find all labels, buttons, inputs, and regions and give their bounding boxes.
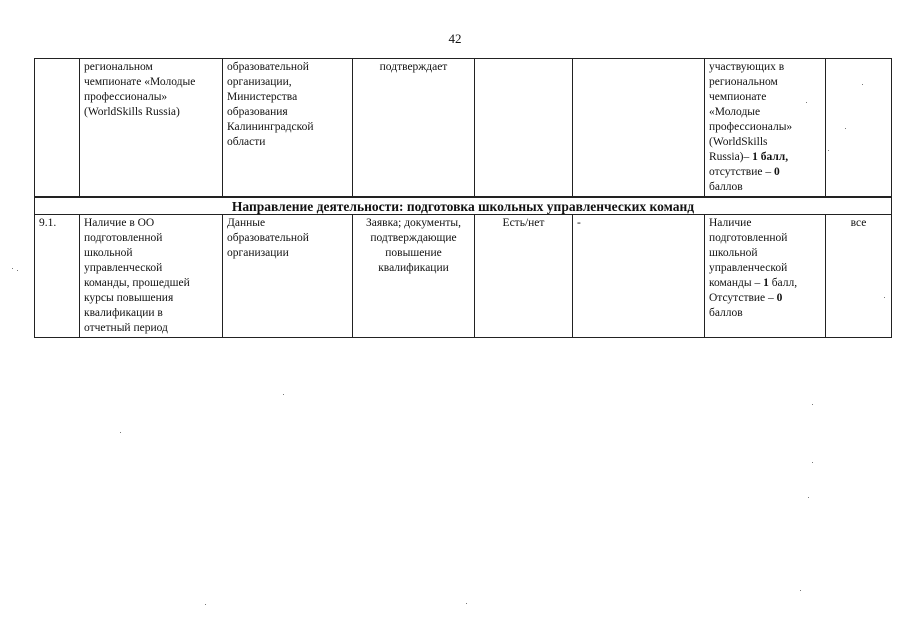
- scan-speck: [17, 270, 18, 271]
- scan-speck: [800, 590, 801, 591]
- scan-speck: [812, 462, 813, 463]
- scan-speck: [283, 394, 284, 395]
- cell-criteria: [705, 215, 826, 338]
- cell-source: Данные образовательной организации: [223, 215, 353, 338]
- scan-speck: [466, 603, 467, 604]
- cell-format: [475, 59, 573, 198]
- criteria-absent: отсутствие –: [709, 166, 772, 178]
- scan-speck: [808, 497, 809, 498]
- cell-scope: [826, 59, 892, 198]
- scan-speck: [806, 102, 807, 103]
- cell-indicator: Наличие в ОО подготовленной школьной управленческой команды, прошедшей курсы повышения квалификации в отчетный период: [80, 215, 223, 338]
- section-heading: Направление деятельности: подготовка школьных управленческих команд: [35, 197, 892, 215]
- cell-scope: все: [826, 215, 892, 338]
- section-heading-row: [35, 197, 892, 215]
- scan-speck: [120, 432, 121, 433]
- criteria-table: [34, 58, 892, 338]
- criteria-score-one-tail: балл,: [771, 277, 798, 289]
- criteria-score-zero: 0: [776, 292, 783, 304]
- page-number: 42: [448, 31, 462, 46]
- criteria-tail: баллов: [709, 181, 743, 193]
- cell-number: [35, 59, 80, 198]
- criteria-score-one: 1 балл,: [752, 151, 789, 163]
- table-row-continuation: [35, 59, 892, 198]
- scan-speck: [845, 128, 846, 129]
- cell-formula: [573, 59, 705, 198]
- criteria-absent: Отсутствие –: [709, 292, 774, 304]
- cell-confirmation: Заявка; документы, подтверждающие повышение квалификации: [353, 215, 475, 338]
- table-row-9-1: [35, 215, 892, 338]
- scan-speck: [12, 268, 13, 269]
- criteria-tail: баллов: [709, 307, 743, 319]
- cell-format: Есть/нет: [475, 215, 573, 338]
- cell-formula: -: [573, 215, 705, 338]
- criteria-score-zero: 0: [773, 166, 780, 178]
- criteria-text: участвующих в региональном чемпионате «Молодые профессионалы» (WorldSkills Russia)–: [709, 61, 793, 163]
- scan-speck: [812, 404, 813, 405]
- criteria-text: Наличие подготовленной школьной управленческой команды –: [709, 217, 788, 289]
- cell-confirmation: подтверждает: [353, 59, 475, 198]
- scan-speck: [205, 604, 206, 605]
- scan-speck: [828, 150, 829, 151]
- scan-speck: [862, 84, 863, 85]
- cell-indicator: региональном чемпионате «Молодые профессионалы» (WorldSkills Russia): [80, 59, 223, 198]
- cell-criteria: [705, 59, 826, 198]
- scan-speck: [884, 297, 885, 298]
- cell-number: 9.1.: [35, 215, 80, 338]
- cell-source: образовательной организации, Министерства образования Калининградской области: [223, 59, 353, 198]
- criteria-score-one: 1: [763, 277, 769, 289]
